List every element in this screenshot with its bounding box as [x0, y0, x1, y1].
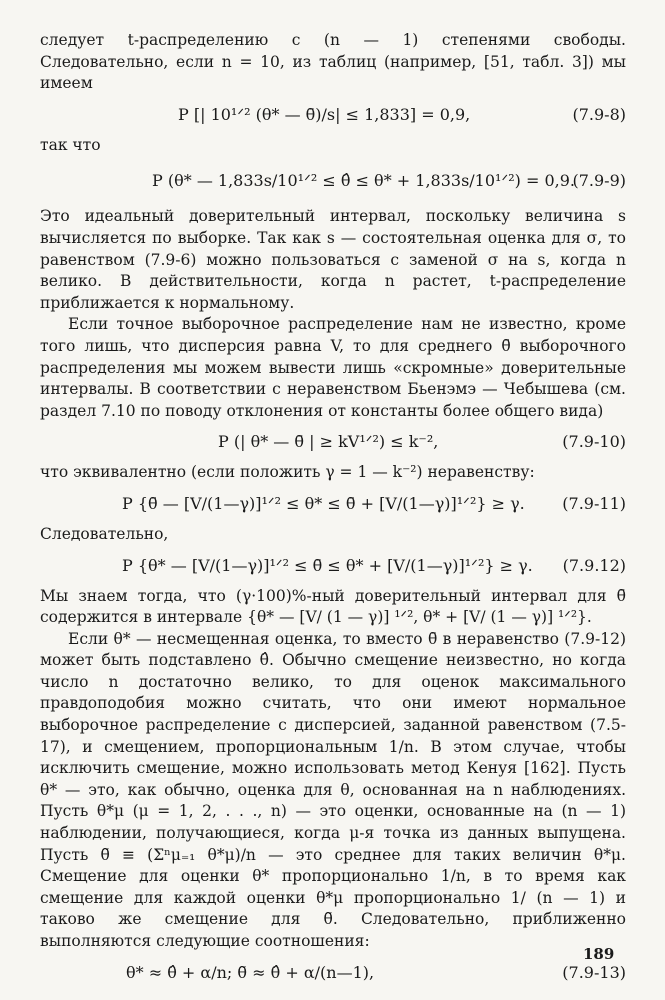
page-number: 189	[583, 945, 615, 963]
equation-7-9-10	[40, 427, 626, 457]
label-therefore: Следовательно,	[40, 524, 169, 543]
equation-7-9-9	[40, 161, 626, 201]
equation-number: (7.9-9)	[572, 171, 626, 191]
paragraph-2: Это идеальный доверительный интервал, поскольку величина s вычисляется по выборке. Так как s — состоятельная оценка для σ, то равенством (7.9-6) можно пользоваться с заменой σ на s, когда n велико. В действительности, когда n растет, t-распределение приближается к нормальному.	[40, 207, 626, 312]
equation-formula: P (| θ* — θ̄ | ≥ kV¹ᐟ²) ≤ k⁻²,	[218, 432, 439, 452]
equation-formula: θ* ≈ θ̂ + α/n; θ̃ ≈ θ̂ + α/(n—1),	[126, 962, 375, 982]
equation-formula: P {θ̄ — [V/(1—γ)]¹ᐟ² ≤ θ* ≤ θ̄ + [V/(1—γ)]¹ᐟ²} ≥ γ.	[122, 494, 525, 514]
paragraph-6: Если θ* — несмещенная оценка, то вместо θ̄ в неравенство (7.9-12) может быть подставлено θ̂. Обычно смещение неизвестно, но когда число n достаточно велико, то для оценок максимального правдоподобия можно считать, что они имеют нормальное выборочное распределение с дисперсией, заданной равенством (7.5-17), и смещением, пропорциональным 1/n. В этом случае, чтобы исключить смещение, можно использовать метод Кенуя [162]. Пусть θ* — это, как обычно, оценка для θ, основанная на n наблюдениях. Пусть θ*μ (μ = 1, 2, . . ., n) — это оценки, основанные на (n — 1) наблюдении, получающиеся, когда μ-я точка из данных выпущена. Пусть θ̃ ≡ (Σⁿμ₌₁ θ*μ)/n — это среднее для таких величин θ*μ. Смещение для оценки θ* пропорционально 1/n, в то время как смещение для каждой оценки θ*μ пропорционально 1/ (n — 1) и таково же смещение для θ̃. Следовательно, приближенно выполняются следующие соотношения:	[40, 629, 626, 950]
equation-number: (7.9-8)	[572, 104, 626, 124]
equation-formula: P (θ* — 1,833s/10¹ᐟ² ≤ θ̂ ≤ θ* + 1,833s/10¹ᐟ²) = 0,9.	[152, 171, 575, 191]
equation-number: (7.9-13)	[562, 962, 626, 982]
equation-number: (7.9-10)	[562, 432, 626, 452]
paragraph-3: Если точное выборочное распределение нам не известно, кроме того лишь, что дисперсия равна V, то для среднего θ̄ выборочного распределения мы можем вывести лишь «скромные» доверительные интервалы. В соответствии с неравенством Бьенэмэ — Чебышева (см. раздел 7.10 по поводу отклонения от константы более общего вида)	[40, 315, 626, 420]
equation-7-9-8	[40, 100, 626, 130]
paragraph-4: что эквивалентно (если положить γ = 1 — k⁻²) неравенству:	[40, 463, 535, 482]
equation-7-9-12	[40, 551, 626, 581]
paragraph-5: Мы знаем тогда, что (γ·100)%-ный доверительный интервал для θ̄ содержится в интервале {θ* — [V/ (1 — γ)] ¹ᐟ², θ* + [V/ (1 — γ)] ¹ᐟ²}.	[40, 586, 626, 627]
page-body	[40, 30, 626, 993]
label-so: так что	[40, 135, 101, 154]
equation-formula: P {θ* — [V/(1—γ)]¹ᐟ² ≤ θ̄ ≤ θ* + [V/(1—γ)]¹ᐟ²} ≥ γ.	[122, 555, 533, 575]
equation-number: (7.9.12)	[562, 555, 626, 575]
paragraph-1: следует t-распределению с (n — 1) степенями свободы. Следовательно, если n = 10, из таблиц (например, [51, табл. 3]) мы имеем	[40, 31, 626, 93]
equation-7-9-13	[40, 958, 626, 988]
equation-7-9-11	[40, 489, 626, 519]
equation-formula: P [| 10¹ᐟ² (θ* — θ̄)/s| ≤ 1,833] = 0,9,	[178, 104, 471, 124]
equation-number: (7.9-11)	[562, 494, 626, 514]
